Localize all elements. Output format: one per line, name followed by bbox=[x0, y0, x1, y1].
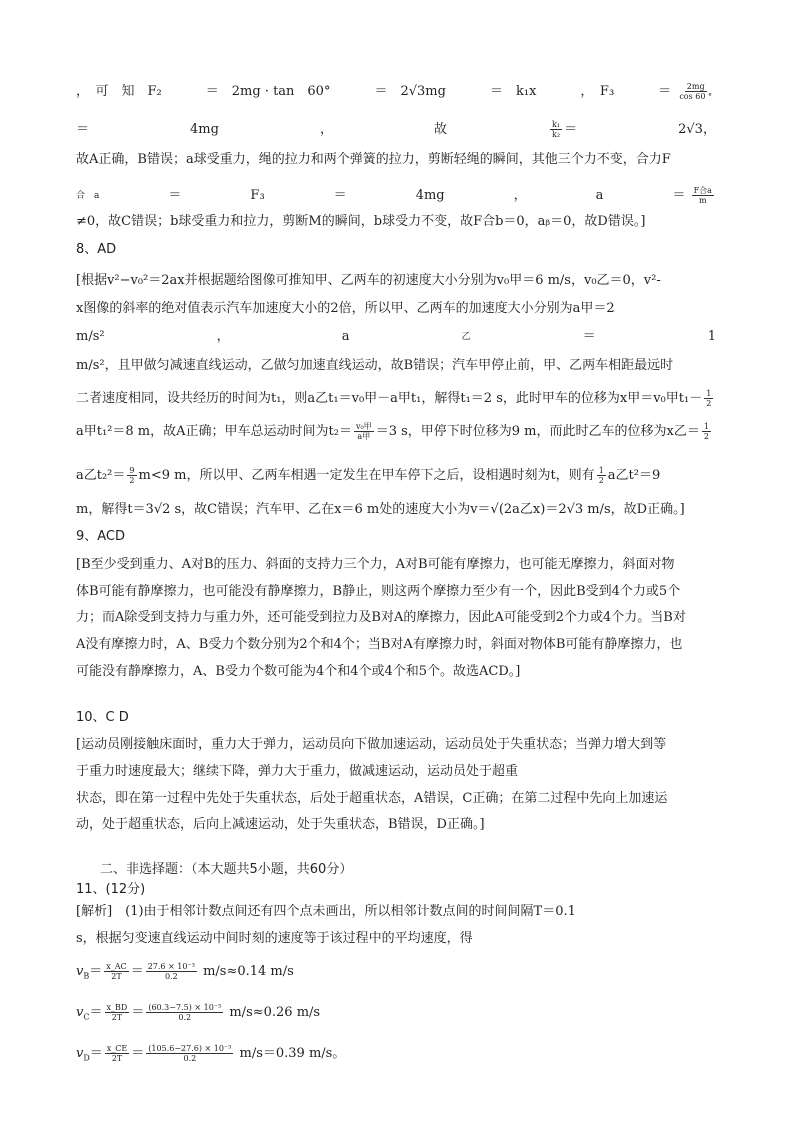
subscript: D bbox=[83, 1053, 90, 1063]
text-segment: $\frac{\text{k₁}}{\text{k₂}}$ ＝ bbox=[552, 120, 578, 139]
solution-line-force bbox=[76, 186, 716, 206]
text-segment: F₃ bbox=[250, 188, 265, 203]
text-segment: 2√3， bbox=[678, 122, 716, 137]
explanation-line: [运动员刚接触床面时，重力大于弹力，运动员向下做加速运动，运动员处于失重状态；当弹力增大到等 bbox=[76, 737, 667, 752]
text-segment: a bbox=[595, 188, 604, 203]
text-segment: 4mg bbox=[190, 122, 219, 137]
question-label-q11: 11、(12分) bbox=[76, 882, 146, 897]
explanation-line: 状态，即在第一过程中先处于失重状态，后处于超重状态，A错误，C正确；在第二过程中先向上加速运 bbox=[76, 791, 668, 806]
text-segment: ， bbox=[216, 329, 230, 344]
explanation-line: A没有摩擦力时，A、B受力个数分别为2个和4个；当B对A有摩擦力时，斜面对物体B可能有静摩擦力，也 bbox=[76, 637, 683, 652]
explanation-line: [解析] (1)由于相邻计数点间还有四个点未画出，所以相邻计数点间的时间间隔T＝0.1 bbox=[76, 904, 576, 919]
subscript: C bbox=[83, 1012, 90, 1022]
explanation-line bbox=[76, 466, 660, 486]
text-segment: 合 a bbox=[76, 191, 100, 201]
subscript: B bbox=[83, 971, 90, 981]
fraction: $\frac{x\_CE}{2T}$ bbox=[106, 1044, 128, 1063]
text-segment: ＝ 2√3mg bbox=[374, 84, 446, 99]
fraction: $\frac{1}{2}$ bbox=[703, 422, 709, 441]
explanation-line: 动，处于超重状态，后向上减速运动，处于失重状态，B错误，D正确。] bbox=[76, 817, 485, 832]
text-segment: ＝ $\frac{2mg}{\cos 60 ^\circ}$ bbox=[658, 82, 712, 101]
explanation-line: [B至少受到重力、A对B的压力、斜面的支持力三个力，A对B可能有摩擦力，也可能无摩擦力，斜面对物 bbox=[76, 557, 675, 572]
symbol: v bbox=[76, 964, 84, 979]
velocity-b-equation bbox=[76, 962, 294, 987]
text-segment: ＝ bbox=[582, 329, 596, 344]
text-segment: ＝ 2mg · tan 60° bbox=[205, 84, 331, 99]
fraction: $\frac{1}{2}$ bbox=[706, 389, 712, 408]
explanation-line: m/s²，且甲做匀减速直线运动，乙做匀加速直线运动，故B错误；汽车甲停止前，甲、乙两车相距最远时 bbox=[76, 358, 674, 373]
text-segment: a甲t₁²＝8 m，故A正确；甲车总运动时间为t₂＝ bbox=[76, 424, 352, 439]
fraction: $\frac{2mg}{\cos 60 ^\circ}$ bbox=[679, 82, 712, 101]
answer-label-q9: 9、ACD bbox=[76, 529, 126, 544]
fraction: $\frac{1}{2}$ bbox=[598, 466, 604, 485]
text-segment: m<9 m，所以甲、乙两车相遇一定发生在甲车停下之后，设相遇时刻为t，则有 bbox=[138, 468, 595, 483]
result: m/s＝0.39 m/s。 bbox=[239, 1046, 346, 1061]
text-segment: ， bbox=[513, 188, 527, 203]
result: m/s≈0.14 m/s bbox=[203, 964, 294, 979]
fraction: $\frac{x\_BD}{2T}$ bbox=[106, 1003, 128, 1022]
text-segment: a bbox=[341, 329, 350, 344]
fraction: $\frac{\text{k₁}}{\text{k₂}}$ bbox=[552, 120, 561, 139]
text-segment: ＝ k₁x bbox=[489, 84, 537, 99]
equals: ＝ bbox=[131, 1046, 145, 1061]
solution-line: ≠0，故C错误；b球受重力和拉力，剪断M的瞬间，b球受力不变，故F合b＝0，aᵦ＝0，故D错误。] bbox=[76, 214, 646, 229]
explanation-line: m，解得t＝3√2 s，故C错误；汽车甲、乙在x＝6 m处的速度大小为v＝√(2a乙x)＝2√3 m/s，故D正确。] bbox=[76, 502, 685, 517]
fraction: $\frac{\text{F合a}}{m}$ bbox=[693, 186, 712, 205]
equals: ＝ bbox=[131, 1005, 145, 1020]
text-segment: ， 可 知 F₂ bbox=[76, 84, 162, 99]
text-segment: m/s² bbox=[76, 329, 105, 344]
velocity-c-equation bbox=[76, 1003, 320, 1028]
fraction: $\frac{\text{(60.3−7.5) × 10⁻³}}{0.2}$ bbox=[148, 1003, 222, 1022]
fraction: $\frac{\text{(105.6−27.6) × 10⁻³}}{0.2}$ bbox=[148, 1044, 232, 1063]
text-segment: ＝ bbox=[168, 188, 182, 203]
explanation-line: 可能没有静摩擦力，A、B受力个数可能为4个和4个或4个和5个。故选ACD。] bbox=[76, 664, 521, 679]
fraction: $\frac{x\_AC}{2T}$ bbox=[106, 962, 127, 981]
equals: ＝ bbox=[89, 964, 103, 979]
fraction: $\frac{\text{v₀甲}}{\text{a甲}}$ bbox=[355, 422, 372, 441]
solution-line-f2 bbox=[76, 82, 716, 102]
text-segment: 故 bbox=[434, 122, 448, 137]
explanation-line: 于重力时速度最大；继续下降，弹力大于重力，做减速运动，运动员处于超重 bbox=[76, 764, 519, 779]
velocity-d-equation bbox=[76, 1044, 345, 1069]
symbol: v bbox=[76, 1005, 84, 1020]
explanation-line: s，根据匀变速直线运动中间时刻的速度等于该过程中的平均速度，得 bbox=[76, 931, 473, 946]
text-segment: ＝ bbox=[76, 122, 90, 137]
text-segment: 4mg bbox=[415, 188, 445, 203]
text-segment: a乙t₂²＝ bbox=[76, 468, 126, 483]
explanation-line bbox=[76, 327, 716, 347]
text-segment: ＝ $\frac{\text{F合a}}{m}$ bbox=[672, 186, 712, 205]
text-segment: ＝3 s，甲停下时位移为9 m，而此时乙车的位移为x乙＝ bbox=[375, 424, 700, 439]
text-segment: ， F₃ bbox=[580, 84, 615, 99]
text-segment: a乙t²＝9 bbox=[607, 468, 661, 483]
answer-label-q10: 10、C D bbox=[76, 710, 129, 725]
equals: ＝ bbox=[89, 1046, 103, 1061]
text-segment: ， bbox=[319, 122, 333, 137]
symbol: v bbox=[76, 1046, 84, 1061]
solution-line-ratio bbox=[76, 120, 716, 140]
fraction: $\frac{\text{27.6 × 10⁻³}}{0.2}$ bbox=[147, 962, 195, 981]
answer-label-q8: 8、AD bbox=[76, 242, 117, 257]
explanation-line: [根据v²−v₀²＝2ax并根据题给图像可推知甲、乙两车的初速度大小分别为v₀甲＝6 m/s，v₀乙＝0，v²- bbox=[76, 273, 661, 288]
solution-line: 故A正确，B错误；a球受重力，绳的拉力和两个弹簧的拉力，剪断轻绳的瞬间，其他三个力不变，合力F bbox=[76, 152, 671, 167]
text-segment: 1 bbox=[707, 329, 716, 344]
explanation-line: 力；而A除受到支持力与重力外，还可能受到拉力及B对A的摩擦力，因此A可能受到2个力或4个力。当B对 bbox=[76, 610, 686, 625]
equals: ＝ bbox=[130, 964, 144, 979]
explanation-line bbox=[76, 389, 715, 409]
explanation-line: x图像的斜率的绝对值表示汽车加速度大小的2倍，所以甲、乙两车的加速度大小分别为a甲＝2 bbox=[76, 301, 615, 316]
text-segment: 乙 bbox=[461, 332, 471, 342]
result: m/s≈0.26 m/s bbox=[229, 1005, 321, 1020]
fraction: $\frac{9}{2}$ bbox=[129, 466, 135, 485]
explanation-line bbox=[76, 422, 713, 442]
explanation-line: 体B可能有静摩擦力，也可能没有静摩擦力，B静止，则这两个摩擦力至少有一个，因此B受到4个力或5个 bbox=[76, 584, 681, 599]
text-segment: 二者速度相同，设共经历的时间为t₁，则a乙t₁＝v₀甲－a甲t₁，解得t₁＝2 s，此时甲车的位移为x甲＝v₀甲t₁－ bbox=[76, 391, 703, 406]
section-heading: 二、非选择题：（本大题共5小题，共60分） bbox=[100, 862, 353, 877]
equals: ＝ bbox=[89, 1005, 103, 1020]
text-segment: ＝ bbox=[333, 188, 347, 203]
